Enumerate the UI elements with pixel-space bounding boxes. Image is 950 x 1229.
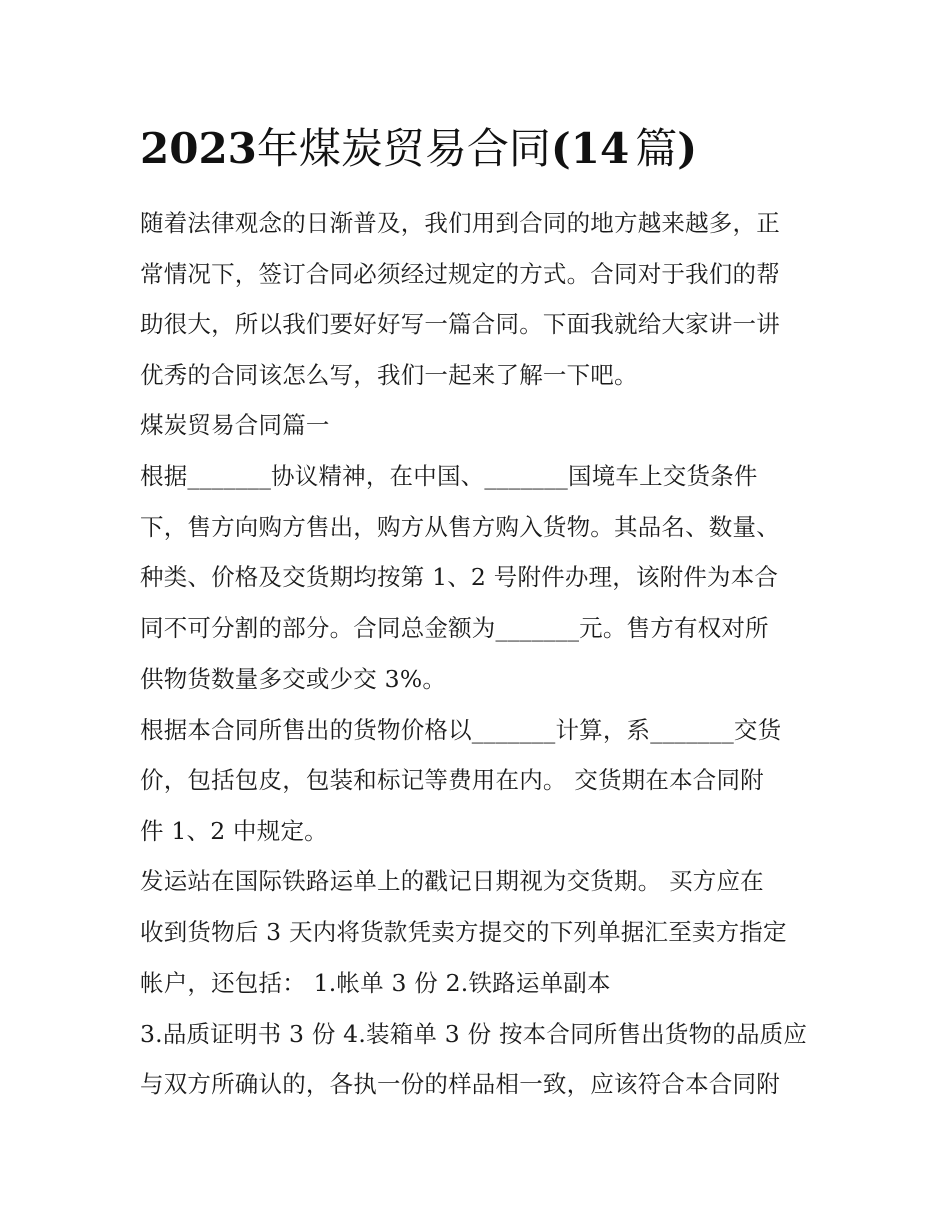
body-line: 帐户，还包括： 1.帐单 3 份 2.铁路运单副本 xyxy=(140,969,611,997)
body-line: 同不可分割的部分。合同总金额为_______元。售方有权对所 xyxy=(140,614,769,642)
body-line: 与双方所确认的，各执一份的样品相一致，应该符合本合同附 xyxy=(140,1070,780,1098)
page-title xyxy=(140,120,840,178)
body-line: 价，包括包皮，包装和标记等费用在内。 交货期在本合同附 xyxy=(140,766,764,794)
body-line: 供物货数量多交或少交 3%。 xyxy=(140,665,447,693)
body-line: 种类、价格及交货期均按第 1、2 号附件办理，该附件为本合 xyxy=(140,563,779,591)
body-line: 根据本合同所售出的货物价格以_______计算，系_______交货 xyxy=(140,716,782,744)
title-count-open: (14 xyxy=(550,124,630,173)
section-heading: 煤炭贸易合同篇一 xyxy=(140,411,330,439)
intro-line-3: 助很大，所以我们要好好写一篇合同。下面我就给大家讲一讲 xyxy=(140,310,780,338)
body-line: 件 1、2 中规定。 xyxy=(140,817,328,845)
title-count-word: 篇 xyxy=(635,124,678,173)
title-text: 年煤炭贸易合同 xyxy=(256,124,551,173)
body-line: 下，售方向购方售出，购方从售方购入货物。其品名、数量、 xyxy=(140,513,780,541)
body-line: 收到货物后 3 天内将货款凭卖方提交的下列单据汇至卖方指定 xyxy=(140,918,787,946)
intro-line-2: 常情况下，签订合同必须经过规定的方式。合同对于我们的帮 xyxy=(140,260,780,288)
intro-line-4: 优秀的合同该怎么写，我们一起来了解一下吧。 xyxy=(140,361,638,389)
body-line: 3.品质证明书 3 份 4.装箱单 3 份 按本合同所售出货物的品质应 xyxy=(140,1020,808,1048)
title-year: 2023 xyxy=(140,124,257,173)
body-line: 发运站在国际铁路运单上的戳记日期视为交货期。 买方应在 xyxy=(140,867,764,895)
intro-line-1: 随着法律观念的日渐普及，我们用到合同的地方越来越多，正 xyxy=(140,209,780,237)
title-count-close: ) xyxy=(677,124,698,173)
body-line: 根据_______协议精神，在中国、_______国境车上交货条件 xyxy=(140,462,758,490)
